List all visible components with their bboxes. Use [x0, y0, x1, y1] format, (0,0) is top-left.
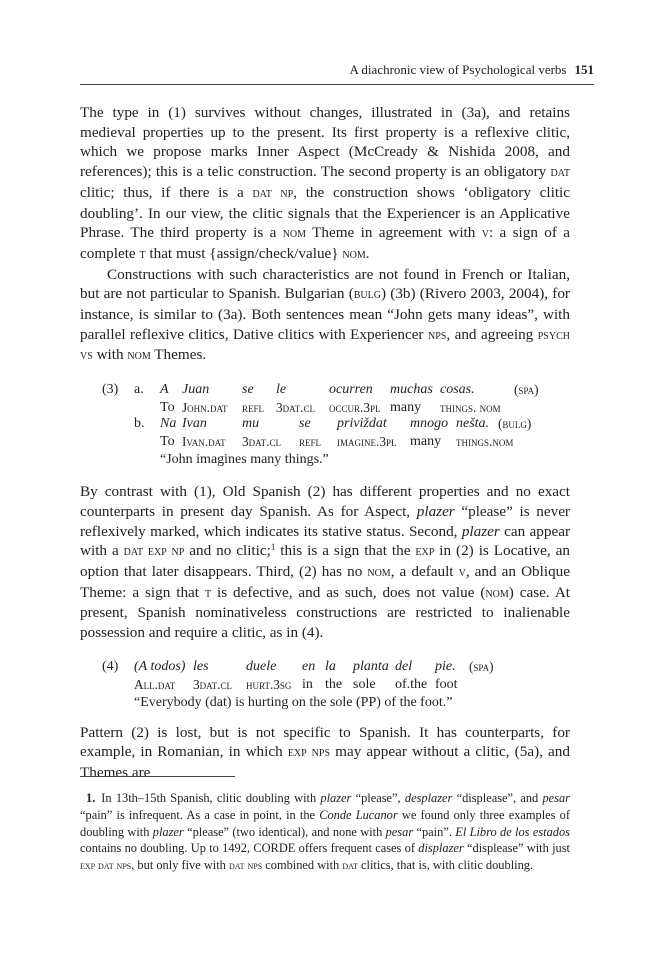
gloss-word: mu — [242, 416, 260, 432]
page-number: 151 — [574, 62, 594, 77]
text-run: “displease”, and — [452, 791, 543, 805]
small-caps-term: v — [481, 225, 489, 242]
gloss-word: Juan — [182, 382, 210, 398]
text-run: : a sign of a complete — [80, 224, 570, 262]
text-run: , a default — [390, 562, 459, 580]
header-rule — [80, 84, 594, 85]
gloss-translation: Ivan.dat — [182, 434, 226, 450]
footnote-number: 1. — [86, 791, 96, 805]
example-4 — [80, 657, 570, 709]
gloss-word: planta — [353, 658, 389, 674]
free-translation: “John imagines many things.” — [160, 452, 329, 468]
gloss-translation: refl — [242, 400, 265, 416]
gloss-translation: 3dat.cl — [276, 400, 315, 416]
text-run: this is a sign that the — [275, 542, 416, 560]
small-caps-term: v — [458, 563, 466, 580]
small-caps-term: nps — [427, 326, 447, 343]
text-run: By contrast with (1), Old Spanish (2) has different properties and no exact counterparts in present day Spanish. As for Aspect, — [80, 483, 570, 520]
running-title: A diachronic view of Psychological verbs — [349, 62, 567, 77]
text-run: ) case. At present, Spanish nominativeless constructions are restricted to inalienable possession and require a clitic, as in (4). — [80, 583, 571, 642]
italic-term: pesar — [385, 824, 414, 839]
footnote-marker: 1 — [270, 542, 276, 553]
italic-term: displazer — [418, 841, 464, 856]
paragraph-2 — [80, 265, 570, 367]
gloss-translation: many — [390, 400, 422, 416]
text-run: can appear with a — [80, 522, 570, 560]
language-label: (spa) — [514, 382, 539, 398]
text-run: and no clitic; — [184, 542, 271, 560]
text-run: , the construction shows ‘obligatory clitic doubling’. In our view, the clitic signals that the Experiencer is an Applicative Phrase. The third property is a — [80, 183, 570, 242]
gloss-word: la — [325, 658, 336, 674]
italic-term: desplazer — [404, 791, 453, 805]
gloss-word: se — [242, 382, 254, 398]
gloss-word: A — [160, 382, 169, 398]
text-run: is defective, and as such, does not value ( — [211, 583, 486, 601]
text-run: , and an Oblique Theme: a sign that — [80, 562, 570, 601]
text-run: Themes. — [150, 346, 207, 364]
gloss-translation: things.nom — [456, 434, 514, 450]
gloss-translation: 3dat.cl — [193, 676, 232, 692]
main-text — [80, 103, 570, 783]
language-label: (spa) — [469, 658, 494, 674]
gloss-translation: John.dat — [182, 400, 228, 416]
small-caps-term: t — [139, 245, 146, 262]
gloss-word: en — [302, 658, 316, 674]
gloss-translation: hurt.3sg — [246, 676, 292, 692]
gloss-translation: refl — [299, 434, 322, 450]
paragraph-3 — [80, 482, 570, 643]
small-caps-term: t — [204, 584, 212, 601]
text-run: “please” is never reflexively marked, which indicates its stative status. Second, — [80, 502, 570, 540]
gloss-word: priviždat — [337, 416, 387, 432]
gloss-word: duele — [246, 658, 277, 674]
gloss-translation: All.dat — [134, 676, 176, 692]
gloss-translation: of.the — [395, 676, 428, 692]
gloss-translation: things. nom — [440, 400, 501, 416]
gloss-word: cosas. — [440, 382, 475, 398]
example-number: (3) — [102, 382, 119, 398]
small-caps-term: dat — [342, 859, 358, 873]
small-caps-term: psych vs — [80, 326, 570, 364]
text-run: “displease” with just — [463, 841, 570, 856]
text-run: “pain” is infrequent. As a case in point, in the — [80, 807, 320, 822]
gloss-translation: imagine.3pl — [337, 434, 397, 450]
gloss-translation: To — [160, 400, 175, 416]
italic-term: plazer — [320, 791, 352, 805]
footnote-1 — [80, 790, 570, 875]
gloss-word: del — [395, 658, 413, 674]
small-caps-term: exp nps — [287, 744, 331, 761]
small-caps-term: nom — [282, 225, 307, 242]
text-run: . — [365, 244, 370, 262]
paragraph-1 — [80, 103, 570, 265]
gloss-translation: in — [302, 676, 313, 692]
example-number: (4) — [102, 658, 119, 674]
text-run: Pattern (2) is lost, but is not specific to Spanish. It has counterparts, for example, in Romanian, in which — [80, 723, 570, 761]
italic-term: plazer — [416, 502, 455, 520]
example-label: a. — [134, 382, 144, 398]
text-run: may appear without a clitic, (5a), and Themes are — [80, 743, 570, 782]
gloss-word: Ivan — [182, 416, 207, 432]
text-run: , and agreeing — [446, 325, 538, 343]
gloss-word: le — [276, 382, 287, 398]
gloss-word: se — [299, 416, 311, 432]
gloss-translation: the — [325, 676, 343, 692]
text-run: combined with — [262, 858, 343, 873]
text-run: , but only five with — [131, 858, 229, 873]
gloss-word: mnogo — [410, 416, 449, 432]
small-caps-term: dat exp np — [123, 543, 185, 560]
footnote-rule — [80, 776, 235, 777]
running-header — [80, 62, 594, 78]
gloss-translation: sole — [353, 676, 376, 692]
small-caps-term: dat — [550, 164, 570, 181]
small-caps-term: nom — [127, 347, 151, 364]
text-run: clitic; thus, if there is a — [80, 183, 253, 201]
free-translation: “Everybody (dat) is hurting on the sole (PP) of the foot.” — [134, 694, 453, 710]
text-run: “please” (two identical), and none with — [183, 824, 386, 839]
gloss-word: (A todos) — [134, 658, 186, 674]
text-run: Constructions with such characteristics are not found in French or Italian, but are not particular to Spanish. Bulgarian ( — [80, 265, 570, 303]
italic-term: pesar — [542, 791, 570, 805]
small-caps-term: nom — [367, 563, 391, 580]
small-caps-term: exp — [415, 543, 435, 560]
gloss-word: nešta. — [456, 416, 490, 432]
text-run: ) (3b) (Rivero 2003, 2004), for instance, is similar to (3a). Both sentences mean “John gets many ideas”, with parallel reflexive clitics, Dative clitics with Experiencer — [80, 285, 570, 343]
text-run: in (2) is Locative, an option that later disappears. Third, (2) has no — [80, 542, 570, 580]
text-run: clitics, that is, with clitic doubling. — [357, 858, 534, 873]
gloss-translation: foot — [435, 676, 458, 692]
gloss-word: Na — [160, 416, 177, 432]
gloss-word: ocurren — [329, 382, 373, 398]
gloss-translation: occur.3pl — [329, 400, 381, 416]
text-run: “pain”. — [413, 824, 456, 839]
gloss-word: muchas — [390, 382, 433, 398]
text-run: we found only three examples of doubling with — [80, 807, 570, 839]
gloss-word: pie. — [435, 658, 456, 674]
text-run: In 13th–15th Spanish, clitic doubling with — [101, 791, 321, 805]
text-run: Theme in agreement with — [306, 224, 482, 242]
language-label: (bulg) — [498, 416, 532, 432]
gloss-translation: 3dat.cl — [242, 434, 281, 450]
text-run: contains no doubling. Up to 1492, CORDE offers frequent cases of — [80, 841, 419, 856]
small-caps-term: dat np — [252, 184, 294, 201]
small-caps-term: exp dat nps — [80, 859, 132, 873]
italic-term: El Libro de los estados — [455, 824, 570, 839]
small-caps-term: nom — [485, 584, 509, 601]
italic-term: plazer — [152, 824, 184, 839]
small-caps-term: bulg — [353, 286, 381, 303]
small-caps-term: dat nps — [228, 859, 263, 873]
gloss-translation: many — [410, 434, 442, 450]
gloss-word: les — [193, 658, 209, 674]
italic-term: Conde Lucanor — [319, 807, 398, 822]
text-run: The type in (1) survives without changes, illustrated in (3a), and retains medieval properties up to the present. Its first property is a reflexive clitic, which we propose marks Inner Aspect (McCready & Nishida 2008, and references); this is a telic construction. The second property is an obligatory — [80, 104, 570, 181]
text-run: that must {assign/check/value} — [145, 244, 343, 262]
text-run: with — [92, 346, 128, 364]
example-3 — [80, 380, 570, 468]
small-caps-term: nom — [342, 245, 366, 262]
gloss-translation: To — [160, 434, 175, 450]
paragraph-4 — [80, 723, 570, 783]
italic-term: plazer — [461, 522, 500, 540]
text-run: “please”, — [351, 791, 405, 805]
example-label: b. — [134, 416, 145, 432]
